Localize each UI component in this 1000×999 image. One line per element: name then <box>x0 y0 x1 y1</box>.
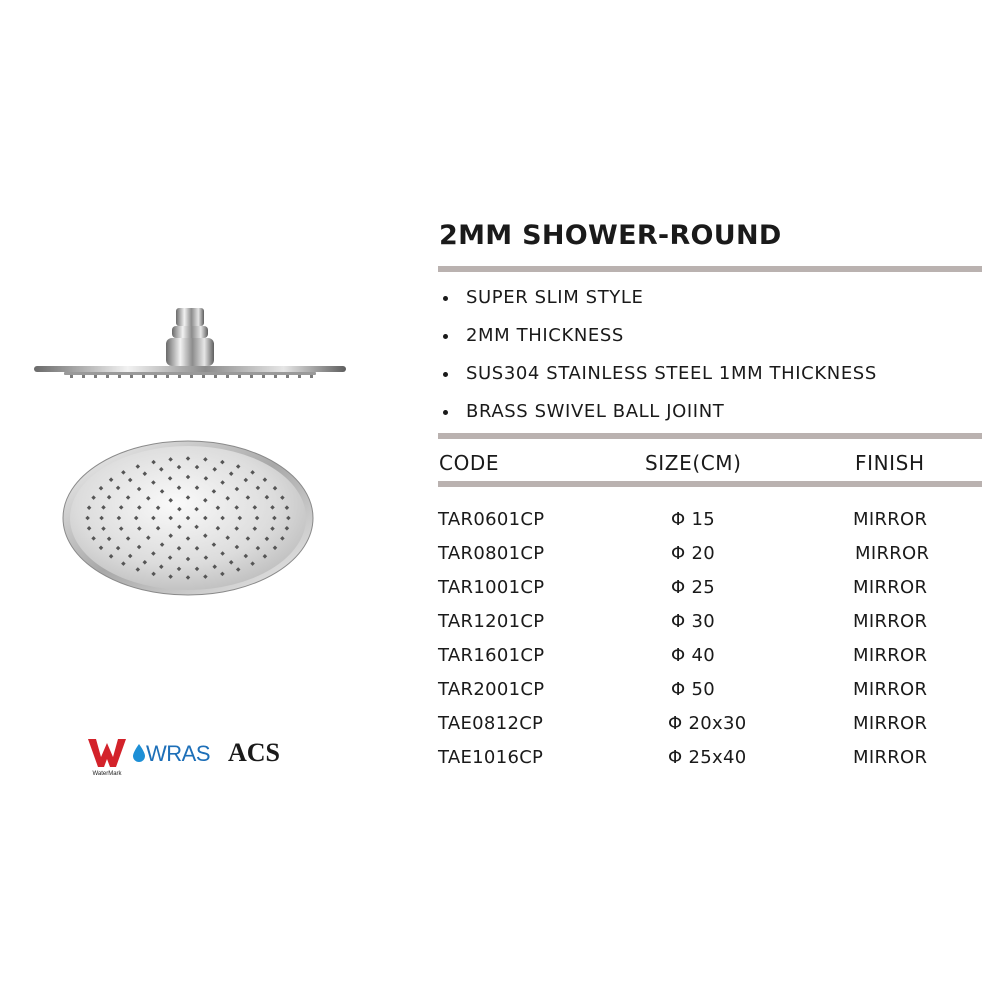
wras-logo-text: WRAS <box>146 741 210 766</box>
table-row <box>438 509 998 543</box>
row-code: TAR0601CP <box>438 509 545 530</box>
row-finish: MIRROR <box>853 713 928 734</box>
watermark-logo <box>86 735 128 777</box>
row-size: Φ 20 <box>671 543 715 564</box>
row-finish: MIRROR <box>855 543 930 564</box>
row-size: Φ 20x30 <box>668 713 747 734</box>
divider-header <box>438 481 982 487</box>
row-finish: MIRROR <box>853 645 928 666</box>
product-title: 2MM SHOWER-ROUND <box>439 220 782 251</box>
row-code: TAE0812CP <box>438 713 544 734</box>
row-code: TAR1201CP <box>438 611 545 632</box>
feature-item: SUS304 STAINLESS STEEL 1MM THICKNESS <box>440 358 877 396</box>
row-finish: MIRROR <box>853 577 928 598</box>
row-size: Φ 15 <box>671 509 715 530</box>
row-code: TAR2001CP <box>438 679 545 700</box>
acs-logo-text: ACS <box>228 738 281 767</box>
wras-drop-icon <box>133 744 145 762</box>
table-row <box>438 713 998 747</box>
row-finish: MIRROR <box>853 679 928 700</box>
row-size: Φ 40 <box>671 645 715 666</box>
row-code: TAR1601CP <box>438 645 545 666</box>
divider-top <box>438 266 982 272</box>
row-finish: MIRROR <box>853 509 928 530</box>
row-size: Φ 50 <box>671 679 715 700</box>
table-row <box>438 747 998 781</box>
table-row <box>438 611 998 645</box>
header-code: CODE <box>439 451 500 475</box>
table-row <box>438 679 998 713</box>
feature-item: BRASS SWIVEL BALL JOIINT <box>440 396 877 434</box>
row-code: TAR1001CP <box>438 577 545 598</box>
row-size: Φ 25 <box>671 577 715 598</box>
feature-list <box>440 282 877 434</box>
table-row <box>438 645 998 679</box>
row-code: TAR0801CP <box>438 543 545 564</box>
watermark-label: WaterMark <box>92 771 122 777</box>
row-code: TAE1016CP <box>438 747 544 768</box>
header-finish: FINISH <box>855 451 925 475</box>
shower-head-top-view <box>60 438 316 598</box>
header-size: SIZE(CM) <box>645 451 742 475</box>
row-finish: MIRROR <box>853 611 928 632</box>
table-row <box>438 577 998 611</box>
row-finish: MIRROR <box>853 747 928 768</box>
row-size: Φ 30 <box>671 611 715 632</box>
row-size: Φ 25x40 <box>668 747 747 768</box>
feature-item: 2MM THICKNESS <box>440 320 877 358</box>
feature-item: SUPER SLIM STYLE <box>440 282 877 320</box>
divider-middle <box>438 433 982 439</box>
shower-head-side-view <box>30 300 350 390</box>
table-row <box>438 543 998 577</box>
